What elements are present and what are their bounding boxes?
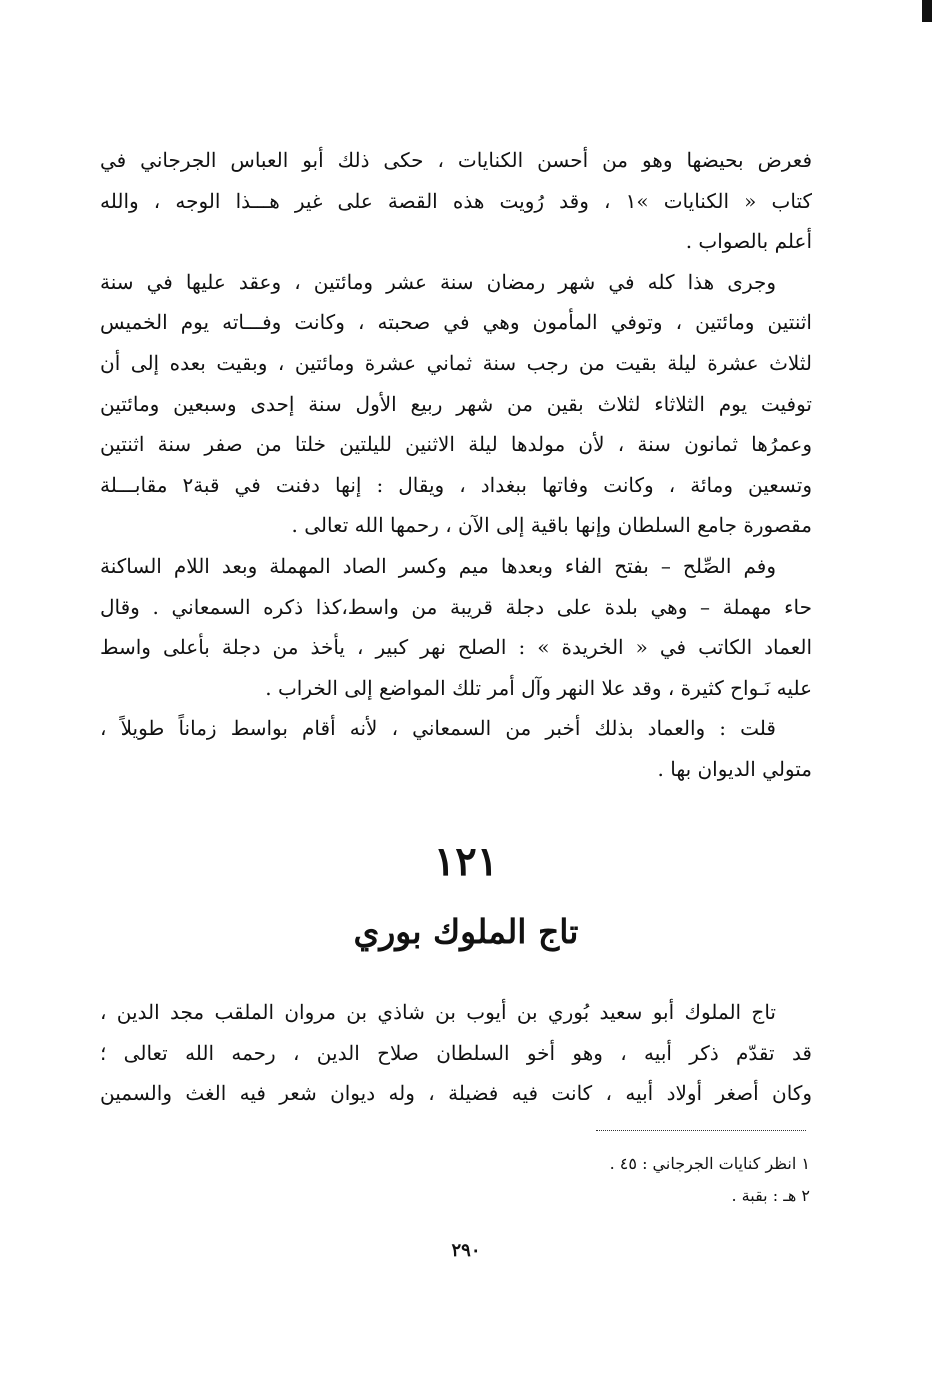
text-line — [100, 708, 812, 749]
text-line: اثنتين ومائتين ، وتوفي المأمون وهي في صحبته ، وكانت وفـــاته يوم الخميس — [100, 310, 812, 335]
text-line: قد تقدّم ذكر أبيه ، وهو أخو السلطان صلاح الدين ، رحمه الله تعالى ؛ — [100, 1040, 812, 1065]
text-line — [100, 992, 812, 1033]
text-line: متولي الديوان بها . — [657, 756, 812, 781]
text-line: حاء مهملة – وهي بلدة على دجلة قريبة من واسط،كذا ذكره السمعاني . وقال — [100, 594, 812, 619]
entry-title: تاج الملوك بوري — [353, 912, 579, 951]
footnote: ٢ هـ : بقبة . — [731, 1186, 810, 1205]
footnote-separator — [596, 1130, 806, 1131]
text-line: فعرض بحيضها وهو من أحسن الكنايات ، حكى ذلك أبو العباس الجرجاني في — [100, 148, 812, 172]
text-line: وعمرُها ثمانون سنة ، لأن مولدها ليلة الاثنين لليلتين خلتا من صفر سنة اثنتين — [100, 432, 812, 457]
text-line: لثلاث عشرة ليلة بقيت من رجب سنة ثماني عشرة ومائتين ، وبقيت بعده إلى أن — [100, 350, 812, 375]
text-line: مقصورة جامع السلطان وإنها باقية إلى الآن ، رحمها الله تعالى . — [291, 513, 812, 538]
text-line: أعلم بالصواب . — [685, 229, 812, 254]
paragraph-start: تاج الملوك أبو سعيد بُوري بن أيوب بن شاذي بن مروان الملقب مجد الدين ، — [100, 1000, 776, 1024]
body-text-bottom — [100, 992, 812, 1114]
entry-number: ١٢١ — [433, 838, 499, 885]
page-number: ٢٩٠ — [451, 1240, 481, 1261]
footnote: ١ انظر كنايات الجرجاني : ٤٥ . — [609, 1154, 810, 1173]
paragraph-start: وجرى هذا كله في شهر رمضان سنة عشر ومائتين ، وعقد عليها في سنة — [100, 269, 776, 294]
text-line: كتاب « الكنايات »١ ، وقد رُويت هذه القصة على غير هـــذا الوجه ، والله — [100, 188, 812, 213]
text-line: العماد الكاتب في « الخريدة » : الصلح نهر كبير ، يأخذ من دجلة بأعلى واسط — [100, 635, 812, 660]
text-line: وكان أصغر أولاد أبيه ، كانت فيه فضيلة ، وله ديوان شعر فيه الغث والسمين — [100, 1081, 812, 1106]
paragraph-start: وفم الصِّلح – بفتح الفاء وبعدها ميم وكسر الصاد المهملة وبعد اللام الساكنة — [100, 553, 776, 578]
text-line: عليه نَـواح كثيرة ، وقد علا النهر وآل أمر تلك المواضع إلى الخراب . — [265, 675, 812, 700]
paragraph-start: قلت : والعماد بذلك أخبر من السمعاني ، لأنه أقام بواسط زماناً طويلاً ، — [100, 716, 776, 741]
text-line — [100, 546, 812, 587]
text-line — [100, 262, 812, 303]
body-text-top — [100, 140, 812, 790]
scan-edge-mark — [922, 0, 932, 22]
text-line: توفيت يوم الثلاثاء لثلاث بقين من شهر ربيع الأول سنة إحدى وسبعين ومائتين — [100, 391, 812, 416]
text-line: وتسعين ومائة ، وكانت وفاتها ببغداد ، ويقال : إنها دفنت في قبة٢ مقابـــلة — [100, 472, 812, 497]
footnotes — [480, 1148, 810, 1212]
